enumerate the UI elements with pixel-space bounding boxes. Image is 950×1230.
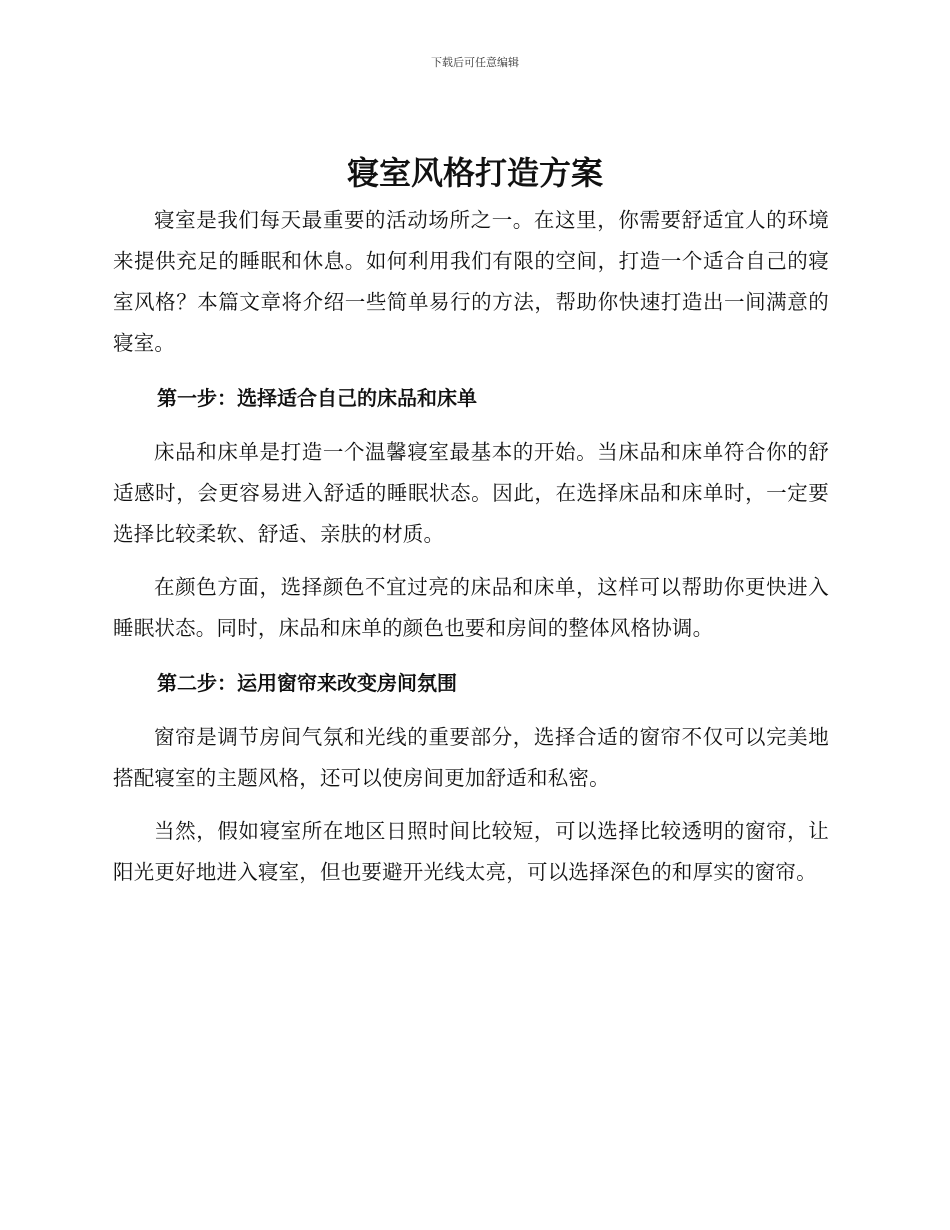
step-2-heading: 第二步：运用窗帘来改变房间氛围	[157, 671, 457, 695]
step-1-paragraph-1: 床品和床单是打造一个温馨寝室最基本的开始。当床品和床单符合你的舒适感时，会更容易进入舒适的睡眠状态。因此，在选择床品和床单时，一定要选择比较柔软、舒适、亲肤的材质。	[113, 440, 829, 546]
step-2-paragraph-1: 窗帘是调节房间气氛和光线的重要部分，选择合适的窗帘不仅可以完美地搭配寝室的主题风格，还可以使房间更加舒适和私密。	[113, 725, 829, 790]
document-body	[113, 200, 829, 905]
header-note: 下载后可任意编辑	[431, 56, 519, 69]
intro-paragraph: 寝室是我们每天最重要的活动场所之一。在这里，你需要舒适宜人的环境来提供充足的睡眠和休息。如何利用我们有限的空间，打造一个适合自己的寝室风格？本篇文章将介绍一些简单易行的方法，帮助你快速打造出一间满意的寝室。	[113, 208, 829, 355]
document-title: 寝室风格打造方案	[346, 154, 603, 192]
step-2-paragraph-2: 当然，假如寝室所在地区日照时间比较短，可以选择比较透明的窗帘，让阳光更好地进入寝室，但也要避开光线太亮，可以选择深色的和厚实的窗帘。	[113, 819, 829, 884]
step-1-paragraph-2: 在颜色方面，选择颜色不宜过亮的床品和床单，这样可以帮助你更快进入睡眠状态。同时，床品和床单的颜色也要和房间的整体风格协调。	[113, 575, 829, 640]
step-1-heading: 第一步：选择适合自己的床品和床单	[157, 386, 477, 410]
